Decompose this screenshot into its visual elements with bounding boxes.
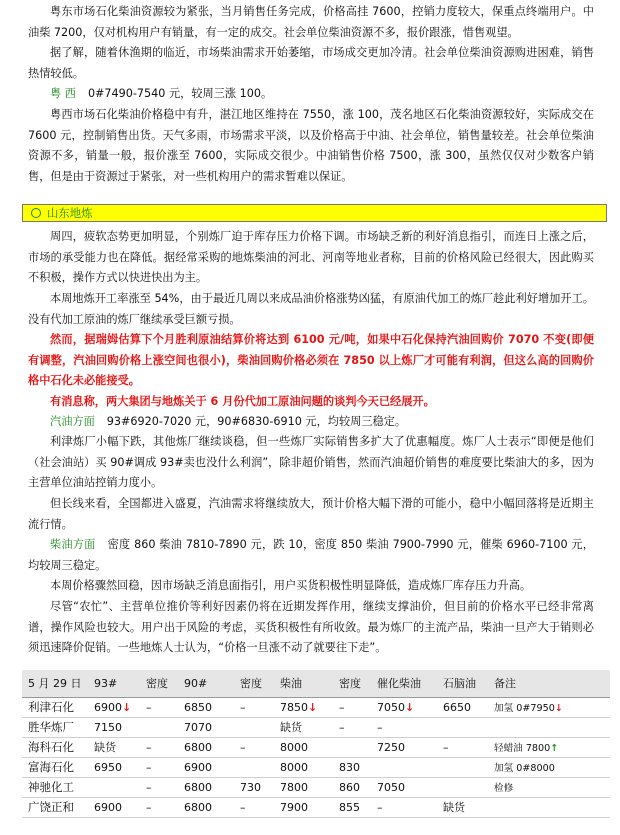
header-date: 5 月 29 日 (22, 670, 88, 697)
cell-value: 6900 (94, 700, 122, 714)
cell-density (234, 757, 274, 777)
cell-naphtha: 缺货 (437, 797, 488, 817)
cell-diesel (274, 697, 333, 717)
cell-density: – (140, 697, 178, 717)
cell-density: – (234, 797, 274, 817)
header-density: 密度 (333, 670, 371, 697)
header-density: 密度 (140, 670, 178, 697)
cell-company: 胜华炼厂 (22, 717, 88, 737)
cell-note (488, 697, 610, 717)
section-title: 山东地炼 (47, 206, 93, 220)
cell-density: 830 (333, 757, 371, 777)
cell-note (488, 797, 610, 817)
header-notes: 备注 (488, 670, 610, 697)
cell-value: 7050 (377, 700, 405, 714)
paragraph-gasoline-2: 但长线来看，全国都进入盛夏，汽油需求将继续放大，预计价格大幅下滑的可能小，稳中小幅回落将是近期主流行情。 (28, 497, 594, 531)
cell-note (488, 737, 610, 757)
cell-catalytic: 7050 (371, 777, 437, 797)
cell-density: – (333, 697, 371, 717)
cell-naphtha (437, 757, 488, 777)
cell-company: 富海石化 (22, 757, 88, 777)
paragraph-negotiation-red: 有消息称，两大集团与地炼关于 6 月份代加工原油问题的谈判今天已经展开。 (50, 395, 435, 408)
cell-naphtha (437, 717, 488, 737)
cell-catalytic (371, 697, 437, 717)
paragraph-yuedong-1: 粤东市场石化柴油资源较为紧张，当月销售任务完成，价格高挂 7600，控销力度较大，保重点终端用户。中油柴 7200，仅对机构用户有销量，有一定的成交。社会单位柴油资源不多，报价跟涨，惜售观望。 (28, 5, 594, 39)
cell-naphtha (437, 777, 488, 797)
arrow-down-icon: ↓ (122, 700, 132, 714)
paragraph-gasoline-1: 利津炼厂小幅下跌，其他炼厂继续谈稳，但一些炼厂实际销售多扩大了优惠幅度。炼厂人士表示“即便是他们（社会油站）买 90#调成 93#卖也没什么利润”，除非超价销售，然而汽油超价销售的难度要比柴油大的多，因为主营单位油站控销力度小。 (28, 435, 594, 489)
cell-90: 6800 (178, 797, 234, 817)
paragraph-crude-price-red: 然而，据瑞姆估算下个月胜利原油结算价将达到 6100 元/吨，如果中石化保持汽油回购价 7070 不变(即便有调整，汽油回购价格上涨空间也很小)，柴油回购价格必须在 7850 以上炼厂才可能有利润，但这么高的回购价格中石化未必能接受。 (28, 333, 594, 387)
cell-93: 缺货 (88, 737, 140, 757)
header-90: 90# (178, 670, 234, 697)
diesel-price: 密度 860 柴油 7810-7890 元，跌 10，密度 850 柴油 7900-7990 元，催柴 6960-7100 元，均较周三稳定。 (28, 538, 594, 572)
cell-diesel: 8000 (274, 757, 333, 777)
yuexi-label: 粤 西 (50, 87, 76, 100)
arrow-down-icon: ↓ (308, 700, 318, 714)
gasoline-label: 汽油方面 (50, 415, 95, 428)
cell-90: 7070 (178, 717, 234, 737)
table-row (22, 697, 610, 717)
cell-density (140, 717, 178, 737)
cell-density: – (234, 697, 274, 717)
cell-90: 6800 (178, 777, 234, 797)
header-catalytic-diesel: 催化柴油 (371, 670, 437, 697)
header-diesel: 柴油 (274, 670, 333, 697)
cell-93: 7150 (88, 717, 140, 737)
header-naphtha: 石脑油 (437, 670, 488, 697)
gasoline-price: 93#6920-7020 元，90#6830-6910 元，均较周三稳定。 (106, 415, 407, 428)
cell-note: 检修 (488, 777, 610, 797)
header-density: 密度 (234, 670, 274, 697)
header-93: 93# (88, 670, 140, 697)
cell-density: 730 (234, 777, 274, 797)
diesel-label: 柴油方面 (50, 538, 96, 551)
paragraph-diesel-1: 本周价格骤然回稳，因市场缺乏消息面指引，用户买货积极性明显降低，造成炼厂库存压力升高。 (50, 579, 532, 592)
arrow-down-icon: ↓ (554, 703, 563, 714)
paragraph-yuexi: 粤西市场石化柴油价格稳中有升，湛江地区维持在 7550，涨 100，茂名地区石化柴油资源较好，实际成交在 7600 元，控制销售出货。天气多雨，市场需求平淡，以及价格高于中油、社会单位，销售量较差。社会单位柴油资源不多，销量一般，报价涨至 7600，实际成交很少。中油销售价格 7500，涨 300，虽然仅仅对少数客户销售，但是由于资源过于紧张，对一些机构用户的需求暂难以保证。 (28, 108, 594, 183)
gasoline-price-line (28, 412, 594, 433)
cell-value: 轻蜡油 7800 (494, 743, 551, 754)
cell-value: 加氢 0#7950 (494, 703, 555, 714)
cell-catalytic: – (371, 717, 437, 737)
cell-diesel: 8000 (274, 737, 333, 757)
cell-company: 海科石化 (22, 737, 88, 757)
yuexi-price-line (28, 84, 594, 105)
diesel-price-line (28, 535, 594, 576)
cell-density: – (140, 737, 178, 757)
table-row (22, 757, 610, 777)
cell-value: 7850 (280, 700, 308, 714)
yuexi-price: 0#7490-7540 元，较周三涨 100。 (87, 87, 273, 100)
cell-company: 利津石化 (22, 697, 88, 717)
cell-93: 6950 (88, 757, 140, 777)
cell-density: – (140, 797, 178, 817)
cell-93 (88, 697, 140, 717)
cell-note (488, 717, 610, 737)
cell-naphtha: 6650 (437, 697, 488, 717)
table-row (22, 797, 610, 817)
paragraph-market-2: 本周地炼开工率涨至 54%，由于最近几周以来成品油价格涨势凶猛，有原油代加工的炼厂趁此利好增加开工。没有代加工原油的炼厂继续承受巨额亏损。 (28, 292, 594, 326)
cell-90: 6900 (178, 757, 234, 777)
arrow-up-icon: ↑ (550, 743, 559, 754)
paragraph-diesel-2: 尽管“农忙”、主营单位推价等利好因素仍将在近期发挥作用，继续支撑油价，但目前的价格水平已经非常离谱，操作风险也较大。用户出于风险的考虑，买货积极性有所收敛。最为炼厂的主流产品，柴油一旦产大于销则必须迅速降价促销。一些地炼人士认为，“价格一旦涨不动了就要往下走”。 (28, 600, 594, 654)
cell-density (234, 717, 274, 737)
cell-company: 广饶正和 (22, 797, 88, 817)
arrow-down-icon: ↓ (405, 700, 415, 714)
cell-93 (88, 777, 140, 797)
cell-catalytic: – (371, 797, 437, 817)
cell-naphtha: – (437, 737, 488, 757)
cell-density: 860 (333, 777, 371, 797)
circle-bullet-icon (31, 208, 41, 218)
cell-density: – (140, 777, 178, 797)
cell-diesel: 7900 (274, 797, 333, 817)
cell-density: 855 (333, 797, 371, 817)
cell-diesel: 缺货 (274, 717, 333, 737)
cell-catalytic (371, 757, 437, 777)
cell-density (333, 737, 371, 757)
cell-catalytic: 7250 (371, 737, 437, 757)
table-row (22, 777, 610, 797)
cell-note: 加氢 0#8000 (488, 757, 610, 777)
table-header-row (22, 670, 610, 697)
paragraph-yuedong-2: 据了解，随着休渔期的临近，市场柴油需求开始萎缩，市场成交更加冷清。社会单位柴油资源购进困难，销售热情较低。 (28, 46, 594, 80)
paragraph-market-1: 周四，疲软态势更加明显，个别炼厂迫于库存压力价格下调。市场缺乏新的利好消息指引，而连日上涨之后，市场的承受能力也在降低。据经常采购的地炼柴油的河北、河南等地业者称，目前的价格风险已经很大，因此购买不积极，操作方式以快进快出为主。 (28, 230, 594, 284)
cell-90: 6850 (178, 697, 234, 717)
refinery-price-table (22, 670, 610, 818)
cell-93: 6900 (88, 797, 140, 817)
cell-90: 6800 (178, 737, 234, 757)
cell-diesel: 7800 (274, 777, 333, 797)
table-row (22, 737, 610, 757)
cell-density: – (234, 737, 274, 757)
cell-density: – (333, 717, 371, 737)
table-row (22, 717, 610, 737)
cell-company: 神驰化工 (22, 777, 88, 797)
section-header-shandong (22, 204, 607, 222)
cell-density: – (140, 757, 178, 777)
